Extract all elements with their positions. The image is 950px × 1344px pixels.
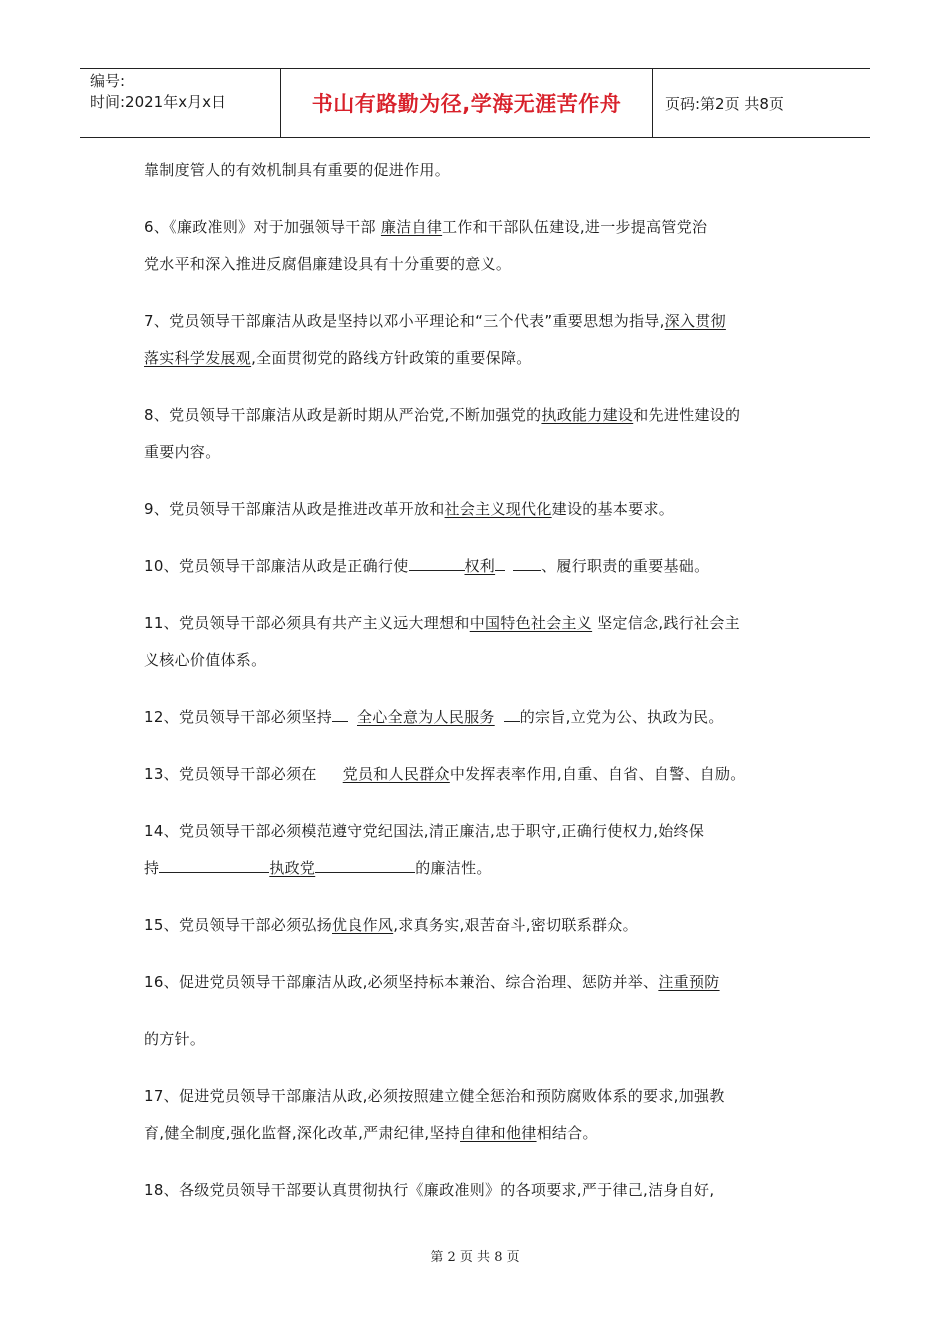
paragraph-text: 18、各级党员领导干部要认真贯彻执行《廉政准则》的各项要求,严于律己,洁身自好,: [144, 1181, 715, 1199]
fill-blank: [159, 855, 269, 873]
paragraph-text: 16、促进党员领导干部廉洁从政,必须坚持标本兼治、综合治理、惩防并举、: [144, 973, 659, 991]
fill-answer: 深入贯彻: [664, 312, 726, 330]
paragraph-text: 党水平和深入推进反腐倡廉建设具有十分重要的意义。: [144, 255, 512, 273]
paragraph-16-line-1: [144, 964, 814, 1001]
fill-blank: [495, 553, 505, 571]
paragraph-7-line-1: [144, 303, 814, 340]
fill-answer: 党员和人民群众: [342, 765, 450, 783]
paragraph-text: 的宗旨,立党为公、执政为民。: [519, 708, 724, 726]
fill-answer: 廉洁自律: [380, 218, 443, 236]
paragraph-text: 育,健全制度,强化监督,深化改革,严肃纪律,坚持: [144, 1124, 461, 1142]
paragraph-6-line-1: [144, 209, 814, 246]
fill-answer: 社会主义现代化: [444, 500, 552, 518]
fill-answer: 执政能力建设: [541, 406, 634, 424]
fill-blank: [332, 704, 348, 722]
document-header: [80, 68, 870, 138]
fill-blank: [504, 704, 520, 722]
paragraph-text: 10、党员领导干部廉洁从政是正确行使: [144, 557, 409, 575]
paragraph-text: 14、党员领导干部必须模范遵守党纪国法,清正廉洁,忠于职守,正确行使权力,始终保: [144, 822, 705, 840]
paragraph-text: 9、党员领导干部廉洁从政是推进改革开放和: [144, 500, 445, 518]
paragraph-text: ,全面贯彻党的路线方针政策的重要保障。: [251, 349, 532, 367]
paragraph-text: 12、党员领导干部必须坚持: [144, 708, 332, 726]
paragraph-text: 重要内容。: [144, 443, 221, 461]
paragraph-6-line-2: [144, 246, 814, 283]
paragraph-text: 靠制度管人的有效机制具有重要的促进作用。: [144, 161, 451, 179]
paragraph-text: 中发挥表率作用,自重、自省、自警、自励。: [449, 765, 746, 783]
paragraph-text: 工作和干部队伍建设,进一步提高管党治: [442, 218, 708, 236]
paragraph-text: 持: [144, 859, 160, 877]
document-date: 时间:2021年x月x日: [90, 93, 226, 111]
paragraph-17-line-2: [144, 1115, 814, 1152]
paragraph-11-line-1: [144, 605, 814, 642]
fill-answer: 自律和他律: [460, 1124, 537, 1142]
paragraph-16-line-2: [144, 1021, 814, 1058]
paragraph-14-line-2: [144, 850, 814, 887]
header-motto: 书山有路勤为径,学海无涯苦作舟: [281, 69, 653, 137]
paragraph-text: 11、党员领导干部必须具有共产主义远大理想和: [144, 614, 470, 632]
paragraph-text: 和先进性建设的: [633, 406, 741, 424]
paragraph-text: 的方针。: [144, 1030, 206, 1048]
paragraph-11-line-2: [144, 642, 814, 679]
paragraph-text: 7、党员领导干部廉洁从政是坚持以邓小平理论和“三个代表”重要思想为指导,: [144, 312, 665, 330]
fill-answer: 中国特色社会主义: [469, 614, 593, 632]
paragraph-18-line-1: [144, 1172, 814, 1209]
paragraph-text: ,求真务实,艰苦奋斗,密切联系群众。: [393, 916, 638, 934]
fill-blank: [513, 553, 541, 571]
fill-answer: 权利: [464, 557, 496, 575]
paragraph-12: [144, 699, 814, 736]
paragraph-10: [144, 548, 814, 585]
fill-answer: 注重预防: [658, 973, 720, 991]
document-number-label: 编号:: [90, 72, 126, 90]
fill-answer: 落实科学发展观: [144, 349, 252, 367]
fill-blank: [409, 553, 465, 571]
fill-answer: 执政党: [269, 859, 316, 877]
fill-blank: [315, 855, 415, 873]
paragraph-text: 相结合。: [536, 1124, 598, 1142]
paragraph-text: 13、党员领导干部必须在: [144, 765, 317, 783]
paragraph-text: 15、党员领导干部必须弘扬: [144, 916, 332, 934]
header-page-info: 页码:第2页 共8页: [665, 94, 784, 113]
paragraph-text: 6、《廉政准则》对于加强领导干部: [144, 218, 381, 236]
paragraph-text: 17、促进党员领导干部廉洁从政,必须按照建立健全惩治和预防腐败体系的要求,加强教: [144, 1087, 725, 1105]
paragraph-text: 的廉洁性。: [415, 859, 492, 877]
paragraph-14-line-1: [144, 813, 814, 850]
paragraph-7-line-2: [144, 340, 814, 377]
paragraph-text: 建设的基本要求。: [551, 500, 675, 518]
paragraph-line: [144, 152, 814, 189]
paragraph-text: 坚定信念,践行社会主: [592, 614, 740, 632]
fill-answer: 全心全意为人民服务: [357, 708, 495, 726]
paragraph-8-line-1: [144, 397, 814, 434]
header-meta: [80, 69, 281, 137]
paragraph-13: [144, 756, 814, 793]
page-footer: 第 2 页 共 8 页: [430, 1250, 520, 1265]
paragraph-17-line-1: [144, 1078, 814, 1115]
paragraph-9: [144, 491, 814, 528]
paragraph-text: 义核心价值体系。: [144, 651, 267, 669]
paragraph-15: [144, 907, 814, 944]
paragraph-8-line-2: [144, 434, 814, 471]
paragraph-text: 、履行职责的重要基础。: [541, 557, 710, 575]
paragraph-text: 8、党员领导干部廉洁从政是新时期从严治党,不断加强党的: [144, 406, 542, 424]
fill-answer: 优良作风: [332, 916, 394, 934]
